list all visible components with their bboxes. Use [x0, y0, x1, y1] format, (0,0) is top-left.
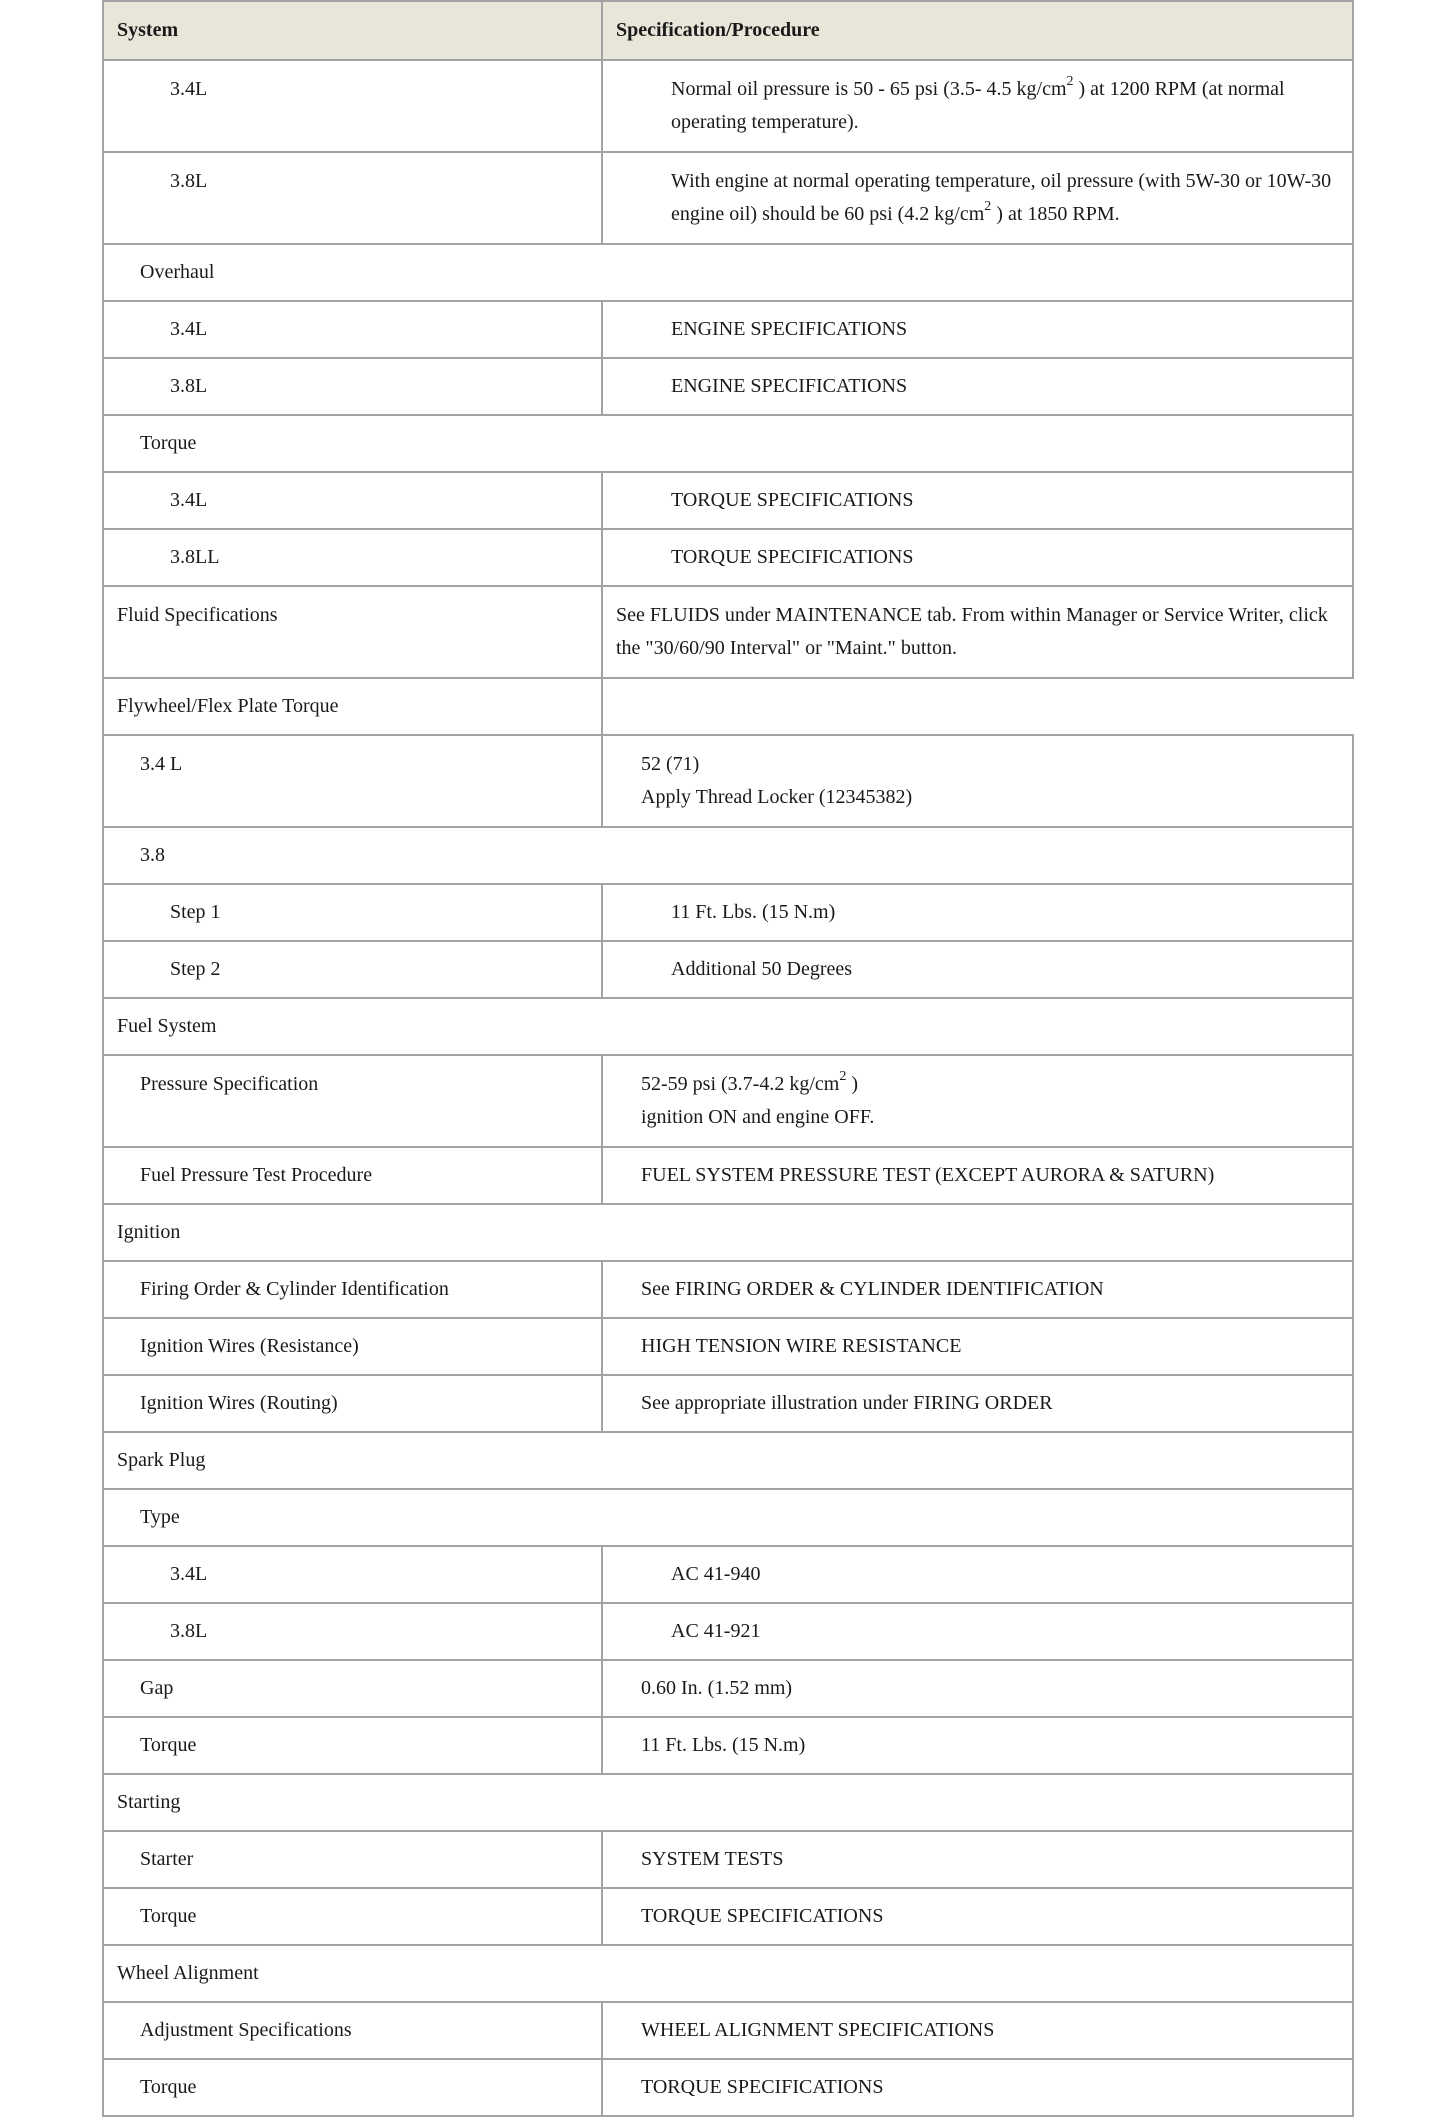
section-label: Overhaul [103, 244, 1353, 301]
table-row [103, 1660, 1353, 1717]
section-row [103, 415, 1353, 472]
table-row [103, 529, 1353, 586]
table-row [103, 1375, 1353, 1432]
row-value-link[interactable]: FUEL SYSTEM PRESSURE TEST (EXCEPT AURORA & SATURN) [602, 1147, 1353, 1204]
section-row [103, 1774, 1353, 1831]
row-label: Torque [103, 2059, 602, 2116]
row-label: Adjustment Specifications [103, 2002, 602, 2059]
section-row [103, 827, 1353, 884]
row-label: Step 1 [103, 884, 602, 941]
row-label: 3.8LL [103, 529, 602, 586]
row-label: 3.4L [103, 60, 602, 152]
row-value: With engine at normal operating temperature, oil pressure (with 5W-30 or 10W-30 engine oil) should be 60 psi (4.2 $kg/cm^2$ ) at 1850 RPM. [602, 152, 1353, 244]
empty-cell [602, 678, 1353, 735]
section-row [103, 1489, 1353, 1546]
table-row [103, 60, 1353, 152]
row-value: 0.60 In. (1.52 mm) [602, 1660, 1353, 1717]
row-value: 52-59 psi (3.7-4.2 $kg/cm^2$ ) ignition ON and engine OFF. [602, 1055, 1353, 1147]
row-label: Starter [103, 1831, 602, 1888]
row-label: Ignition Wires (Routing) [103, 1375, 602, 1432]
row-value-link[interactable]: See FIRING ORDER & CYLINDER IDENTIFICATION [602, 1261, 1353, 1318]
table-row [103, 735, 1353, 827]
row-value: 52 (71) Apply Thread Locker (12345382) [602, 735, 1353, 827]
specifications-table [102, 0, 1354, 2117]
row-label: 3.4L [103, 1546, 602, 1603]
table-row [103, 358, 1353, 415]
row-value: 11 Ft. Lbs. (15 N.m) [602, 884, 1353, 941]
section-label: Wheel Alignment [103, 1945, 1353, 2002]
section-label: Fuel System [103, 998, 1353, 1055]
table-row [103, 1055, 1353, 1147]
section-label: Type [103, 1489, 1353, 1546]
table-row [103, 941, 1353, 998]
section-row [103, 244, 1353, 301]
table-row [103, 1888, 1353, 1945]
table-row [103, 2059, 1353, 2116]
row-value-link[interactable]: WHEEL ALIGNMENT SPECIFICATIONS [602, 2002, 1353, 2059]
row-value-link[interactable]: TORQUE SPECIFICATIONS [602, 472, 1353, 529]
row-value: See FLUIDS under MAINTENANCE tab. From within Manager or Service Writer, click the "30/60/90 Interval" or "Maint." button. [602, 586, 1353, 678]
table-header-row [103, 1, 1353, 60]
table-row [103, 472, 1353, 529]
row-label: Fluid Specifications [103, 586, 602, 678]
row-label: 3.4L [103, 301, 602, 358]
table-row [103, 152, 1353, 244]
row-value-link[interactable]: TORQUE SPECIFICATIONS [602, 2059, 1353, 2116]
row-value: See appropriate illustration under FIRING ORDER [602, 1375, 1353, 1432]
row-label: 3.4 L [103, 735, 602, 827]
section-label: Flywheel/Flex Plate Torque [103, 678, 602, 735]
section-row [103, 1945, 1353, 2002]
section-row [103, 1432, 1353, 1489]
section-label: 3.8 [103, 827, 1353, 884]
table-row [103, 884, 1353, 941]
row-label: 3.8L [103, 358, 602, 415]
header-specification: Specification/Procedure [602, 1, 1353, 60]
row-label: 3.8L [103, 152, 602, 244]
row-label: Step 2 [103, 941, 602, 998]
table-row [103, 1261, 1353, 1318]
table-row [103, 1831, 1353, 1888]
section-row [103, 998, 1353, 1055]
row-value: 11 Ft. Lbs. (15 N.m) [602, 1717, 1353, 1774]
table-row [103, 1603, 1353, 1660]
row-label: 3.4L [103, 472, 602, 529]
section-label: Torque [103, 415, 1353, 472]
section-label: Spark Plug [103, 1432, 1353, 1489]
row-value-link[interactable]: TORQUE SPECIFICATIONS [602, 1888, 1353, 1945]
row-value-link[interactable]: ENGINE SPECIFICATIONS [602, 358, 1353, 415]
row-value: AC 41-940 [602, 1546, 1353, 1603]
table-row [103, 1546, 1353, 1603]
row-label: Torque [103, 1888, 602, 1945]
header-system: System [103, 1, 602, 60]
table-row [103, 1717, 1353, 1774]
row-label: Torque [103, 1717, 602, 1774]
table-row [103, 1147, 1353, 1204]
row-value: AC 41-921 [602, 1603, 1353, 1660]
row-label: 3.8L [103, 1603, 602, 1660]
table-row [103, 2002, 1353, 2059]
row-value-link[interactable]: ENGINE SPECIFICATIONS [602, 301, 1353, 358]
row-value: Additional 50 Degrees [602, 941, 1353, 998]
section-row [103, 678, 1353, 735]
row-label: Firing Order & Cylinder Identification [103, 1261, 602, 1318]
row-value-link[interactable]: HIGH TENSION WIRE RESISTANCE [602, 1318, 1353, 1375]
table-row [103, 1318, 1353, 1375]
section-row [103, 1204, 1353, 1261]
row-value-link[interactable]: TORQUE SPECIFICATIONS [602, 529, 1353, 586]
table-row [103, 301, 1353, 358]
row-value: Normal oil pressure is 50 - 65 psi (3.5- 4.5 $kg/cm^2$ ) at 1200 RPM (at normal operating temperature). [602, 60, 1353, 152]
row-label: Gap [103, 1660, 602, 1717]
section-label: Ignition [103, 1204, 1353, 1261]
row-label: Pressure Specification [103, 1055, 602, 1147]
row-value-link[interactable]: SYSTEM TESTS [602, 1831, 1353, 1888]
table-row [103, 586, 1353, 678]
row-label: Ignition Wires (Resistance) [103, 1318, 602, 1375]
row-label: Fuel Pressure Test Procedure [103, 1147, 602, 1204]
section-label: Starting [103, 1774, 1353, 1831]
